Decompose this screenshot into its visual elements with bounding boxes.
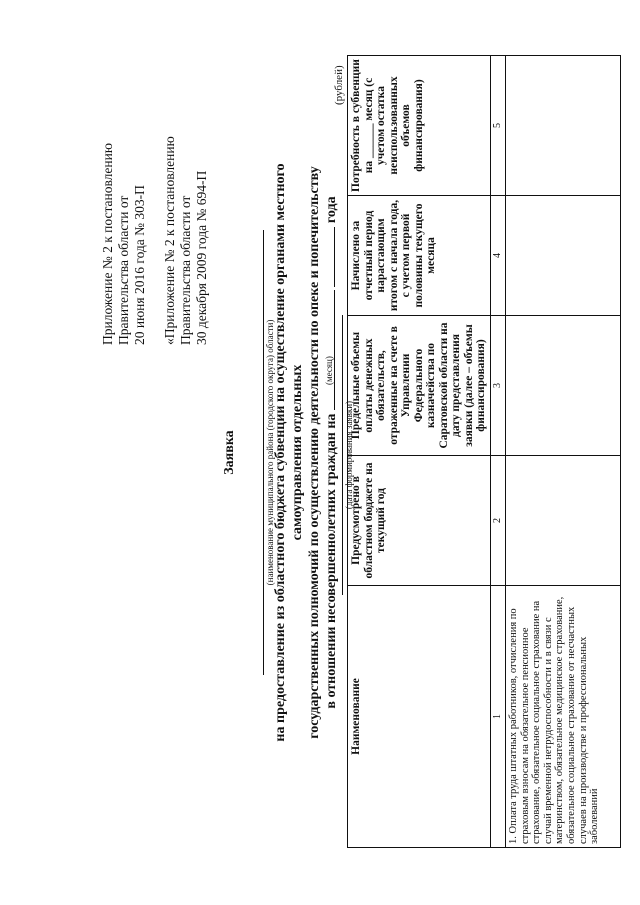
- table-cell: [506, 456, 621, 586]
- main-line: на предоставление из областного бюджета субвенции на осуществление органами местного самоуправления отдельных: [273, 163, 305, 742]
- doc-title: Заявка: [222, 430, 237, 475]
- month-blank: [334, 290, 335, 410]
- header-line: Приложение № 2 к постановлению: [100, 143, 115, 345]
- table-cell: [506, 316, 621, 456]
- col-header: Начислено за отчетный период нарастающим итогом с начала года, с учетом первой половины текущего месяца: [348, 196, 491, 316]
- header-line: «Приложение № 2 к постановлению: [162, 136, 177, 345]
- year-blank: [334, 227, 335, 287]
- currency-note: (рублей): [333, 65, 345, 105]
- header-line: Правительства области от: [178, 195, 193, 345]
- col-number: 4: [490, 196, 506, 316]
- col-number: 5: [490, 56, 506, 196]
- header-line: Правительства области от: [116, 195, 131, 345]
- request-table: [347, 55, 621, 848]
- municipality-caption: (наименование муниципального района (городского округа) области): [265, 319, 275, 586]
- doc-main-text: [272, 140, 340, 765]
- main-line: государственных полномочий по осуществлению деятельности по опеке и попечительству: [307, 166, 322, 739]
- main-line-part: в отношении несовершеннолетних граждан на: [324, 413, 339, 709]
- col-header: Наименование: [348, 586, 491, 848]
- date-caption: (дата формирования заявки): [344, 400, 354, 510]
- header-line: 20 июня 2016 года № 303-П: [132, 185, 147, 345]
- table-row: [506, 56, 621, 848]
- municipality-line: [263, 230, 264, 675]
- col-header: Предельные объемы оплаты денежных обязательств, отраженные на счете в Управлении Федерального казначейства по Саратовской области на дату представления заявки (далее – объемы финансирования): [348, 316, 491, 456]
- row-name: 1. Оплата труда штатных работников, отчисления по страховым взносам на обязательное пенсионное страхование, обязательное социальное страхование на случай временной нетрудоспособности и в связи с материнством, обязательное медицинское страхование, обязательное социальное страхование от несчастных случаев на производстве и профессиональных заболеваний: [506, 586, 621, 848]
- table-header-row: [348, 56, 491, 848]
- table-cell: [506, 196, 621, 316]
- header-line: 30 декабря 2009 года № 694-П: [194, 170, 209, 345]
- header-block: [100, 15, 210, 345]
- col-header: Предусмотрено в областном бюджете на текущий год: [348, 456, 491, 586]
- col-header: Потребность в субвенции на ______ месяц (с учетом остатка неиспользованных объемов финансирования): [348, 56, 491, 196]
- month-caption: (месяц): [324, 356, 334, 385]
- date-line: [342, 315, 343, 595]
- col-number: 2: [490, 456, 506, 586]
- col-number: 1: [490, 586, 506, 848]
- main-line: [323, 140, 340, 765]
- col-number: 3: [490, 316, 506, 456]
- main-line-part: года: [324, 196, 339, 224]
- table-cell: [506, 56, 621, 196]
- table-number-row: [490, 56, 506, 848]
